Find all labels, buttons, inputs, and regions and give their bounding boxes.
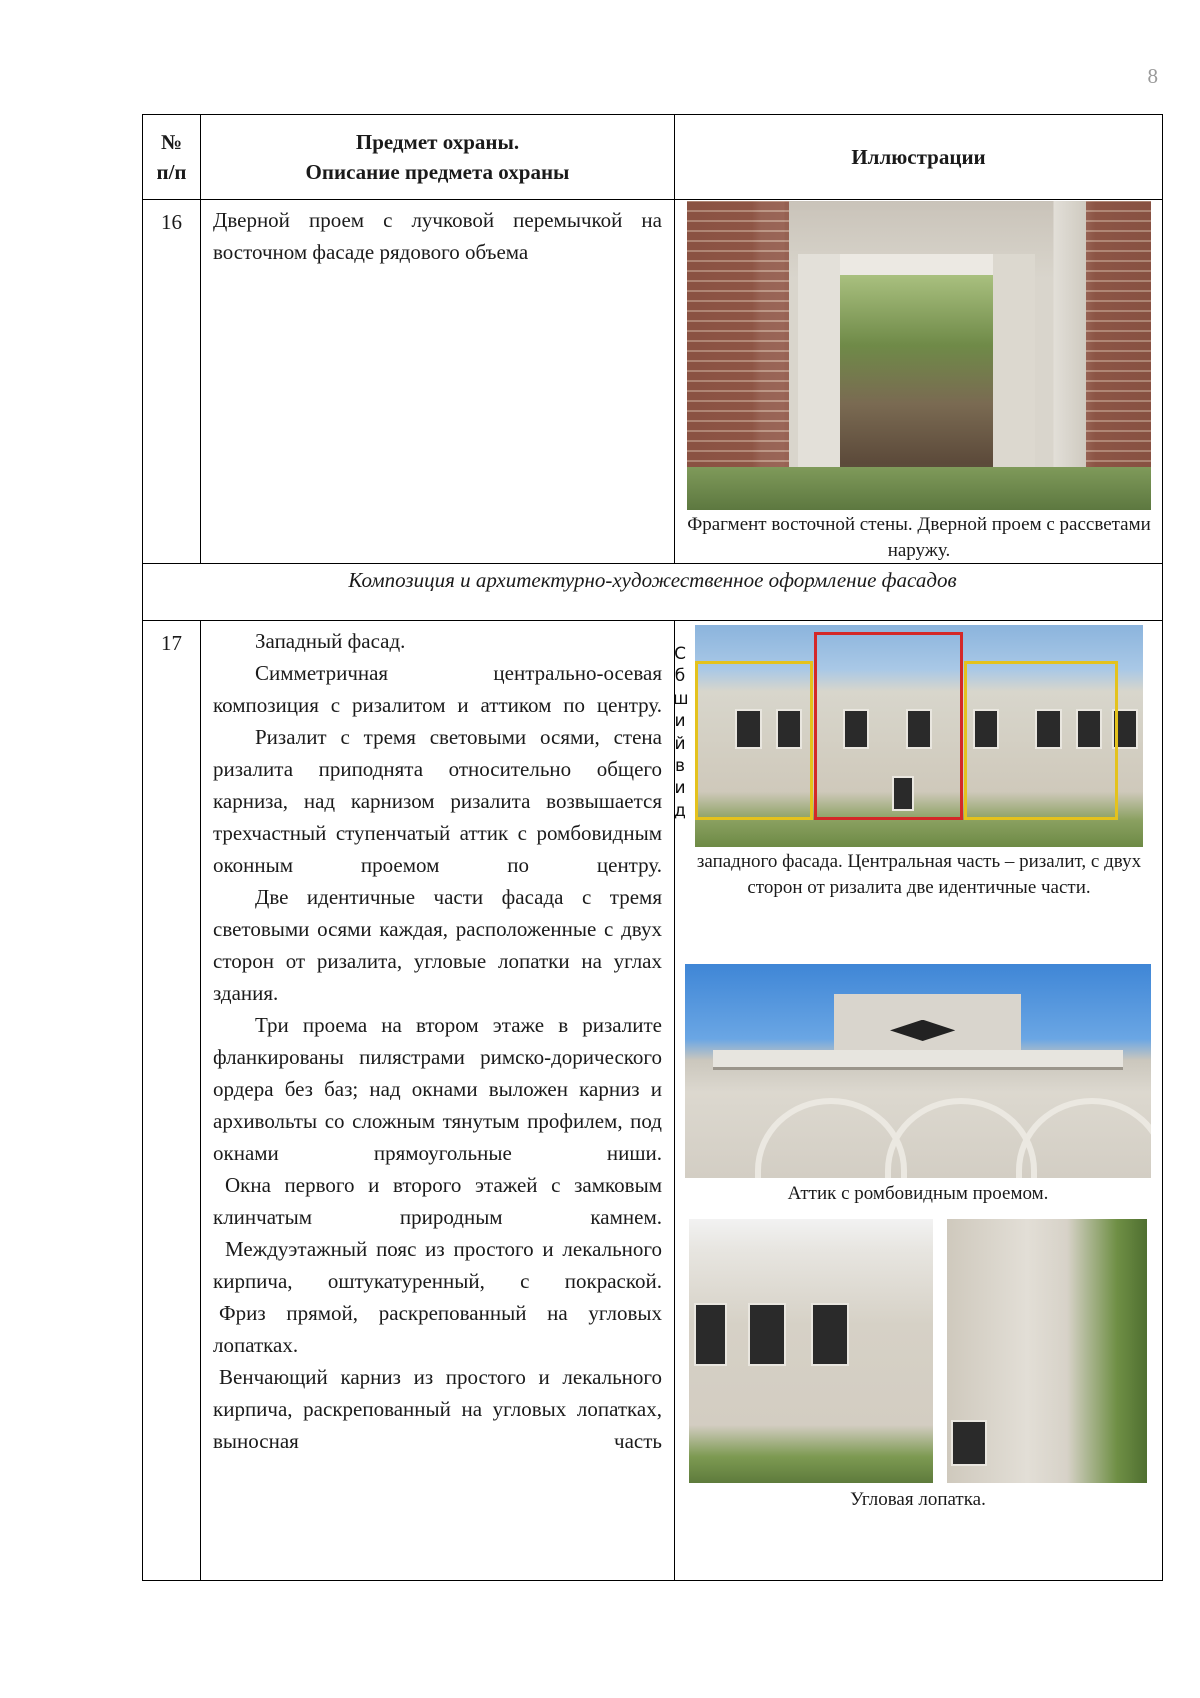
facade-window: [951, 1420, 987, 1466]
cornice: [713, 1050, 1123, 1070]
description-paragraph: Западный фасад.: [255, 629, 406, 653]
facade-window: [811, 1303, 849, 1365]
table-row: [143, 621, 1163, 1581]
corner-caption: Угловая лопатка.: [850, 1489, 986, 1510]
right-identical-part-highlight: [964, 661, 1118, 820]
protection-subject-table: [142, 114, 1163, 1581]
facade-window: [748, 1303, 786, 1365]
description-paragraph: Ризалит с тремя световыми осями, стена ризалита приподнята относительно общего карниза, над карнизом ризалита возвышается трехчастный ступенчатый аттик с ромбовидным оконным проемом по центру.: [213, 725, 662, 877]
header-illustrations: Иллюстрации: [675, 115, 1163, 200]
truncated-caption-letters: С б ш и й в и д: [673, 644, 689, 821]
table-header-row: [143, 115, 1163, 200]
description-paragraph: Фриз прямой, раскрепованный на угловых лопатках.: [213, 1301, 662, 1357]
door-opening-photo: [687, 201, 1151, 510]
page-number: 8: [1147, 64, 1158, 88]
description-paragraph: Венчающий карниз из простого и лекального кирпича, раскрепованный на угловых лопатках, выносная часть: [213, 1365, 662, 1453]
description-paragraph: Окна первого и второго этажей с замковым клинчатым природным камнем.: [213, 1173, 662, 1229]
section-heading-row: [143, 564, 1163, 621]
corner-facade-photo: [689, 1219, 933, 1483]
archivolt: [755, 1098, 907, 1178]
header-subject-title: Предмет охраны.: [355, 130, 520, 154]
description-paragraph: Три проема на втором этаже в ризалите фланкированы пилястрами римско-дорического ордера без баз; над окнами выложен карниз и архивольты со сложным тянутым профилем, под окнами прямоугольные ниши.: [213, 1013, 662, 1165]
section-heading: Композиция и архитектурно-художественное оформление фасадов: [143, 564, 1163, 621]
header-number-sign: №: [160, 130, 183, 154]
attic-caption: Аттик с ромбовидным проемом.: [787, 1183, 1049, 1204]
facade-caption: западного фасада. Центральная часть – ризалит, с двух сторон от ризалита две идентичные части.: [696, 851, 1142, 898]
archivolt: [885, 1098, 1037, 1178]
row-illustration-cell: [675, 621, 1163, 1581]
row-description-text: Дверной проем с лучковой перемычкой на восточном фасаде рядового объема: [213, 208, 662, 264]
row-description: [201, 200, 675, 564]
left-identical-part-highlight: [695, 661, 813, 820]
header-number: [143, 115, 201, 200]
facade-window: [694, 1303, 727, 1365]
row-number: 17: [143, 621, 201, 1581]
corner-pilaster-photo: [947, 1219, 1147, 1483]
archivolt: [1016, 1098, 1151, 1178]
header-subject-desc: Описание предмета охраны: [305, 160, 570, 184]
header-subject: [201, 115, 675, 200]
row-illustration-cell: [675, 200, 1163, 564]
ground-vegetation: [687, 467, 1151, 510]
header-number-abbr: п/п: [156, 160, 187, 184]
description-paragraph: Симметричная центрально-осевая композиция с ризалитом и аттиком по центру.: [213, 661, 662, 717]
description-paragraph: Две идентичные части фасада с тремя световыми осями каждая, расположенные с двух сторон от ризалита, угловые лопатки на углах здания.: [213, 885, 662, 1005]
row-number: 16: [143, 200, 201, 564]
west-facade-photo: [695, 625, 1143, 847]
row-description: [201, 621, 675, 1581]
brick-wall-left: [687, 201, 789, 510]
risalit-highlight: [814, 632, 963, 820]
table-row: [143, 200, 1163, 564]
attic-photo: [685, 964, 1151, 1178]
brick-wall-right: [1086, 201, 1151, 510]
description-paragraph: Междуэтажный пояс из простого и лекального кирпича, оштукатуренный, с покраской.: [213, 1237, 662, 1293]
photo-caption: Фрагмент восточной стены. Дверной проем с рассветами наружу.: [687, 514, 1151, 561]
